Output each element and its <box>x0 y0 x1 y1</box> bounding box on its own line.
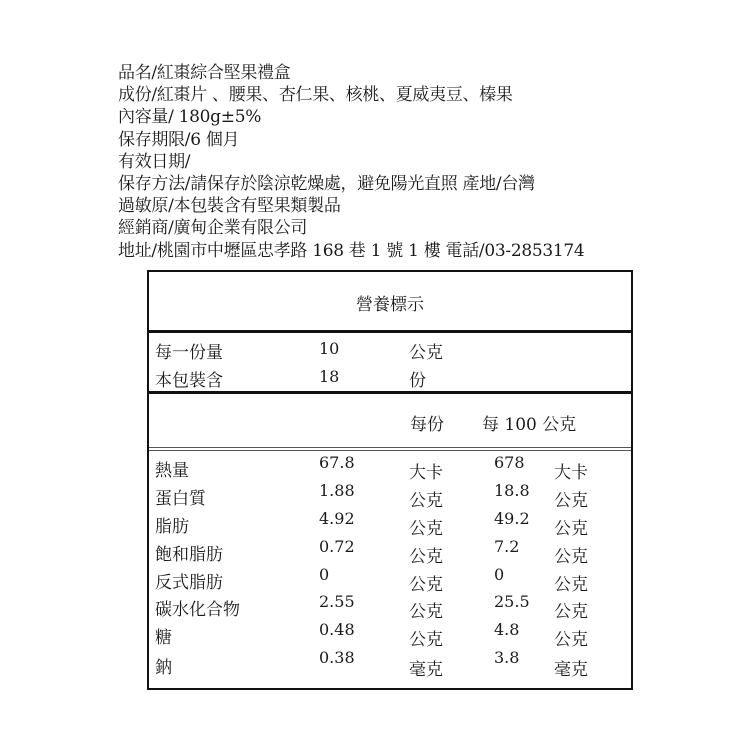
nutrition-title: 營養標示 <box>356 295 424 315</box>
per-100g-value: 0 <box>494 565 505 584</box>
per-100g-unit: 公克 <box>554 575 588 595</box>
address-phone-line: 地址/桃園市中壢區忠孝路 168 巷 1 號 1 樓 電話/03-2853174 <box>118 240 585 261</box>
per-serving-unit: 大卡 <box>409 463 443 483</box>
expiry-date-line: 有效日期/ <box>118 151 191 172</box>
nutrient-name: 熱量 <box>155 461 189 481</box>
per-serving-value: 0.48 <box>319 620 355 639</box>
divider <box>149 391 631 394</box>
distributor-line: 經銷商/廣甸企業有限公司 <box>118 218 308 239</box>
per-100g-value: 3.8 <box>494 648 520 667</box>
per-serving-unit: 公克 <box>409 602 443 622</box>
divider <box>149 447 631 448</box>
servings-per-package-label: 本包裝含 <box>155 371 223 391</box>
per-serving-unit: 毫克 <box>409 660 443 680</box>
product-info <box>118 62 584 262</box>
divider <box>149 330 631 333</box>
per-100g-value: 678 <box>494 453 525 472</box>
per-serving-value: 0.72 <box>319 537 355 556</box>
per-serving-unit: 公克 <box>409 575 443 595</box>
per-100g-value: 18.8 <box>494 481 530 500</box>
storage-origin-line: 保存方法/請保存於陰涼乾燥處，避免陽光直照 產地/台灣 <box>118 174 535 195</box>
column-header-per-100g: 每 100 公克 <box>482 415 577 435</box>
nutrient-name: 反式脂肪 <box>155 573 223 593</box>
per-100g-unit: 毫克 <box>554 660 588 680</box>
serving-size-value: 10 <box>319 339 340 358</box>
per-100g-unit: 大卡 <box>554 463 588 483</box>
nutrient-name: 鈉 <box>155 658 172 678</box>
per-serving-value: 0 <box>319 565 330 584</box>
per-serving-unit: 公克 <box>409 519 443 539</box>
divider <box>149 450 631 451</box>
nutrient-name: 脂肪 <box>155 517 189 537</box>
per-100g-value: 4.8 <box>494 620 520 639</box>
per-100g-unit: 公克 <box>554 602 588 622</box>
per-serving-value: 4.92 <box>319 509 355 528</box>
per-serving-unit: 公克 <box>409 491 443 511</box>
nutrient-name: 糖 <box>155 628 172 648</box>
per-serving-unit: 公克 <box>409 630 443 650</box>
nutrition-facts-table <box>147 270 633 690</box>
serving-size-label: 每一份量 <box>155 343 223 363</box>
product-name-line: 品名/紅棗綜合堅果禮盒 <box>118 63 291 83</box>
shelf-life-line: 保存期限/6 個月 <box>118 129 240 150</box>
per-100g-value: 7.2 <box>494 537 520 556</box>
per-100g-unit: 公克 <box>554 519 588 539</box>
per-100g-value: 25.5 <box>494 592 530 611</box>
column-header-per-serving: 每份 <box>410 415 444 435</box>
per-serving-value: 1.88 <box>319 481 355 500</box>
serving-size-unit: 公克 <box>409 343 443 363</box>
per-serving-value: 0.38 <box>319 648 355 667</box>
per-serving-unit: 公克 <box>409 547 443 567</box>
per-100g-unit: 公克 <box>554 547 588 567</box>
nutrient-name: 飽和脂肪 <box>155 545 223 565</box>
per-100g-value: 49.2 <box>494 509 530 528</box>
per-100g-unit: 公克 <box>554 491 588 511</box>
per-serving-value: 2.55 <box>319 592 355 611</box>
servings-per-package-unit: 份 <box>409 371 426 391</box>
allergen-line: 過敏原/本包裝含有堅果類製品 <box>118 196 341 217</box>
net-content-line: 內容量/ 180g±5% <box>118 107 262 128</box>
nutrient-name: 蛋白質 <box>155 489 206 509</box>
servings-per-package-value: 18 <box>319 367 340 386</box>
ingredients-line: 成份/紅棗片 、腰果、杏仁果、核桃、夏威夷豆、榛果 <box>118 85 513 106</box>
per-serving-value: 67.8 <box>319 453 355 472</box>
per-100g-unit: 公克 <box>554 630 588 650</box>
nutrient-name: 碳水化合物 <box>155 600 240 620</box>
